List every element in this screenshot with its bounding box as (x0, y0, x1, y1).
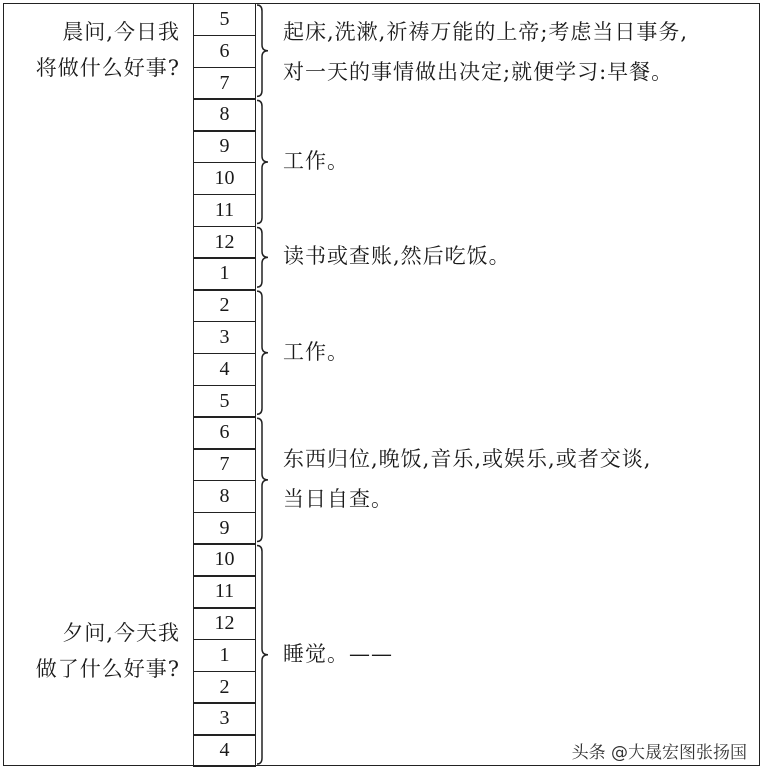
hour-cell: 3 (193, 702, 256, 735)
hour-cell: 10 (193, 543, 256, 576)
hour-cell: 1 (193, 257, 256, 290)
hour-cell: 2 (193, 289, 256, 322)
hour-cell: 12 (193, 607, 256, 640)
hour-cell: 1 (193, 639, 256, 672)
watermark: 头条 @大晟宏图张扬国 (571, 743, 747, 763)
hour-cell: 12 (193, 226, 256, 259)
task-evening (283, 439, 651, 519)
hour-cell: 2 (193, 671, 256, 704)
task-noon (283, 236, 511, 276)
hour-cell: 11 (193, 575, 256, 608)
task-wake-line-2: 对一天的事情做出决定;就便学习:早餐。 (283, 60, 674, 84)
hour-cell: 7 (193, 448, 256, 481)
task-evening-line-1: 东西归位,晚饭,音乐,或娱乐,或者交谈, (283, 447, 652, 471)
hour-cell: 5 (193, 385, 256, 418)
hour-cell: 4 (193, 734, 256, 767)
task-work-afternoon-line: 工作。 (283, 340, 349, 364)
task-noon-line: 读书或查账,然后吃饭。 (283, 244, 511, 268)
hour-cell: 5 (193, 3, 256, 36)
hour-cell: 8 (193, 480, 256, 513)
task-sleep (283, 634, 393, 674)
hour-cell: 8 (193, 98, 256, 131)
task-work-morning (283, 141, 349, 181)
task-work-morning-line: 工作。 (283, 149, 349, 173)
morning-question-line-2: 将做什么好事? (35, 56, 180, 80)
hour-cell: 7 (193, 67, 256, 100)
task-wake (283, 12, 688, 92)
hour-cell: 4 (193, 353, 256, 386)
hour-cell: 10 (193, 162, 256, 195)
hour-cell: 9 (193, 130, 256, 163)
hour-cell: 11 (193, 194, 256, 227)
task-wake-line-1: 起床,洗漱,祈祷万能的上帝;考虑当日事务, (283, 20, 689, 44)
hour-cell: 9 (193, 512, 256, 545)
morning-question-line-1: 晨问,今日我 (62, 20, 180, 44)
evening-question-line-1: 夕问,今天我 (62, 621, 180, 645)
task-sleep-line: 睡觉。—— (283, 642, 393, 666)
hour-cell: 6 (193, 35, 256, 68)
hour-cell: 3 (193, 321, 256, 354)
evening-question-line-2: 做了什么好事? (35, 657, 180, 681)
task-work-afternoon (283, 332, 349, 372)
task-evening-line-2: 当日自查。 (283, 487, 393, 511)
hour-cell: 6 (193, 416, 256, 449)
